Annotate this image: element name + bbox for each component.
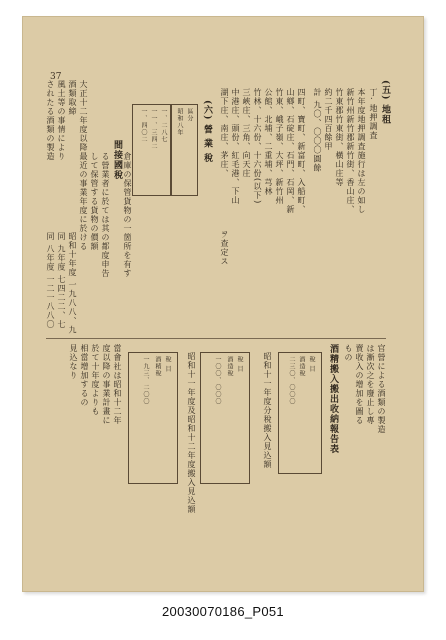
section5-line: 約二千四百餘甲	[324, 88, 333, 151]
far-left-line: 於て十年度よりも	[91, 344, 100, 416]
mid-line: 最近の事業年度に於ける	[79, 152, 88, 251]
section-mid-title: 間接國稅	[112, 140, 122, 180]
mid-line: して保管する貨物の價額	[90, 152, 99, 251]
section5-line: 竹東郡竹東街、橫山庄等	[335, 88, 344, 187]
image-caption: 20030070186_P051	[162, 604, 284, 619]
section5-line: 本年度地押調査施行は左の如し	[357, 88, 366, 214]
body-line: 湖下庄、南庄、茅庄、	[220, 88, 229, 178]
table-a-cell: 昭和八年	[176, 108, 183, 136]
bottom-table-3-cell: 一九三、二〇〇	[142, 356, 149, 405]
far-right-line: 官營による酒類の製造	[377, 344, 386, 434]
bottom-table-2-title: 昭和十一年度分稅搬入見込額	[263, 352, 272, 469]
bottom-table-1-cell: 二三〇、〇〇〇	[288, 356, 295, 405]
body-line: 三峽庄、三角、向天庄	[242, 88, 251, 178]
bottom-right-title: 酒精搬入搬出收納報告表	[328, 344, 338, 454]
left-line: 酒類取締	[68, 80, 77, 116]
table-a-cell: 一一、三四二	[150, 108, 157, 150]
far-right-line: もの	[344, 344, 353, 362]
left-line: されたる酒類の製造	[46, 80, 55, 161]
far-left-line: 見込なり	[69, 344, 78, 380]
far-left-line: 當會社は昭和十二年	[113, 344, 122, 425]
page-number: 37	[50, 72, 62, 82]
mid-line: 同 九年度 七四二二、七	[57, 232, 66, 330]
mid-line: 倉庫の保管貨物の一箇所を有す	[123, 152, 132, 278]
far-right-line: 賣收入の增加を圖る	[355, 344, 364, 425]
section6-title: (六) 營 業 稅	[202, 100, 212, 163]
section5-line: 新竹州新竹郡新竹街、香山庄、	[346, 88, 355, 214]
body-line: 竹林、十六份、十六份(以下)	[253, 88, 262, 205]
section5-subtitle: 丁. 地押調査	[369, 88, 378, 141]
bottom-table-2-cell: 一〇〇、〇〇〇	[214, 356, 221, 405]
mid-line: 同 八年度 一二一八八〇	[46, 232, 55, 330]
body-line: 四町、寶町、新富町、入船町、	[297, 88, 306, 214]
bottom-table-1-header: 稅 目	[308, 356, 315, 373]
body-line: 公館、北埔、二重埔、芎林	[264, 88, 273, 196]
section-divider	[46, 338, 386, 339]
far-right-line: は漸次之を廢止し專	[366, 344, 375, 425]
body-line: ヲ查定ス	[220, 230, 229, 266]
left-line: 大正十二年度以降	[79, 80, 88, 152]
bottom-table-1-cell: 酒造稅	[298, 356, 305, 377]
body-line: 山鄉、石碇庄、石門、石岡、新	[286, 88, 295, 214]
table-a-cell: 一、四〇二	[140, 108, 147, 143]
body-line: 竹東、峨子嶺、大坪、新竹州	[275, 88, 284, 205]
mid-line: る營業者に於ては其の都度申告	[101, 152, 110, 278]
far-left-line: 相當增加するの	[80, 344, 89, 407]
bottom-table-3-title: 昭和十一年度及昭和十二年度搬入見込額	[187, 352, 196, 514]
left-line: 風土等の事情により	[57, 80, 66, 161]
far-left-line: 度以降の事業計畫に	[102, 344, 111, 425]
bottom-table-2-cell: 酒造稅	[226, 356, 233, 377]
bottom-table-3-cell: 酒精稅	[154, 356, 161, 377]
table-a-header: 區分	[186, 108, 193, 122]
mid-line: 昭和十年度 一九八八、九	[68, 232, 77, 335]
bottom-table-2-header: 稅 目	[236, 356, 243, 373]
section5-title: (五) 地租	[380, 80, 390, 125]
table-a-cell: 一、二八七	[160, 108, 167, 143]
section5-line: 計 九〇、〇〇〇圓餘	[313, 88, 322, 173]
body-line: 中港庄、頭份、紅毛港、下山	[231, 88, 240, 205]
bottom-table-3-header: 稅 目	[164, 356, 171, 373]
